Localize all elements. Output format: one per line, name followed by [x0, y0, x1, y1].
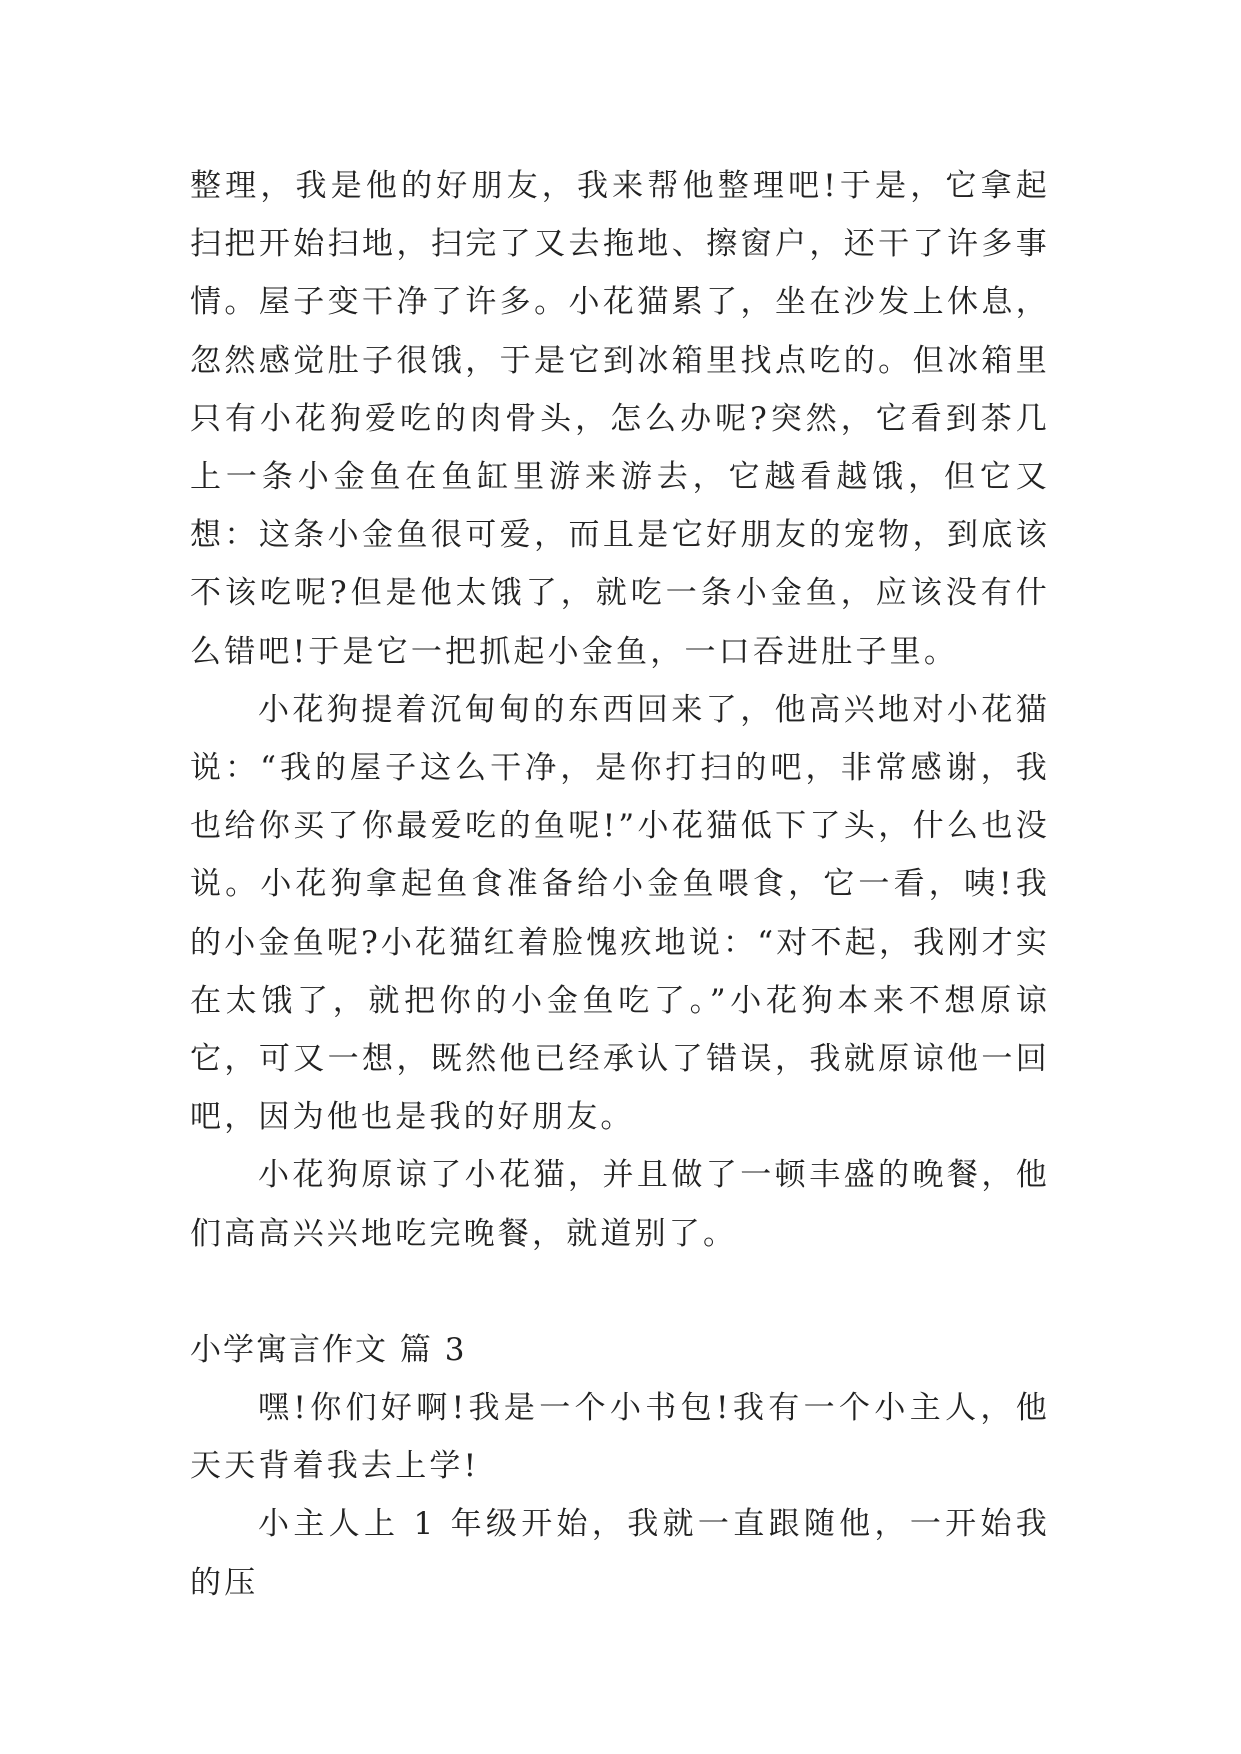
- section-heading: 小学寓言作文 篇 3: [190, 1331, 467, 1368]
- paragraph-5: 小主人上 1 年级开始，我就一直跟随他，一开始我的压: [190, 1506, 1050, 1601]
- document-body: [190, 157, 1050, 1612]
- paragraph-4: 嘿!你们好啊!我是一个小书包!我有一个小主人，他天天背着我去上学!: [190, 1390, 1050, 1485]
- paragraph-2: 小花狗提着沉甸甸的东西回来了，他高兴地对小花猫说：“我的屋子这么干净，是你打扫的吧，非常感谢，我也给你买了你最爱吃的鱼呢!”小花猫低下了头，什么也没说。小花狗拿起鱼食准备给小金鱼喂食，它一看，咦!我的小金鱼呢?小花猫红着脸愧疚地说：“对不起，我刚才实在太饿了，就把你的小金鱼吃了。”小花狗本来不想原谅它，可又一想，既然他已经承认了错误，我就原谅他一回吧，因为他也是我的好朋友。: [190, 691, 1050, 1136]
- paragraph-3: 小花狗原谅了小花猫，并且做了一顿丰盛的晚餐，他们高高兴兴地吃完晚餐，就道别了。: [190, 1157, 1050, 1252]
- paragraph-1: 整理，我是他的好朋友，我来帮他整理吧!于是，它拿起扫把开始扫地，扫完了又去拖地、擦窗户，还干了许多事情。屋子变干净了许多。小花猫累了，坐在沙发上休息，忽然感觉肚子很饿，于是它到冰箱里找点吃的。但冰箱里只有小花狗爱吃的肉骨头，怎么办呢?突然，它看到茶几上一条小金鱼在鱼缸里游来游去，它越看越饿，但它又想：这条小金鱼很可爱，而且是它好朋友的宠物，到底该不该吃呢?但是他太饿了，就吃一条小金鱼，应该没有什么错吧!于是它一把抓起小金鱼，一口吞进肚子里。: [190, 168, 1050, 670]
